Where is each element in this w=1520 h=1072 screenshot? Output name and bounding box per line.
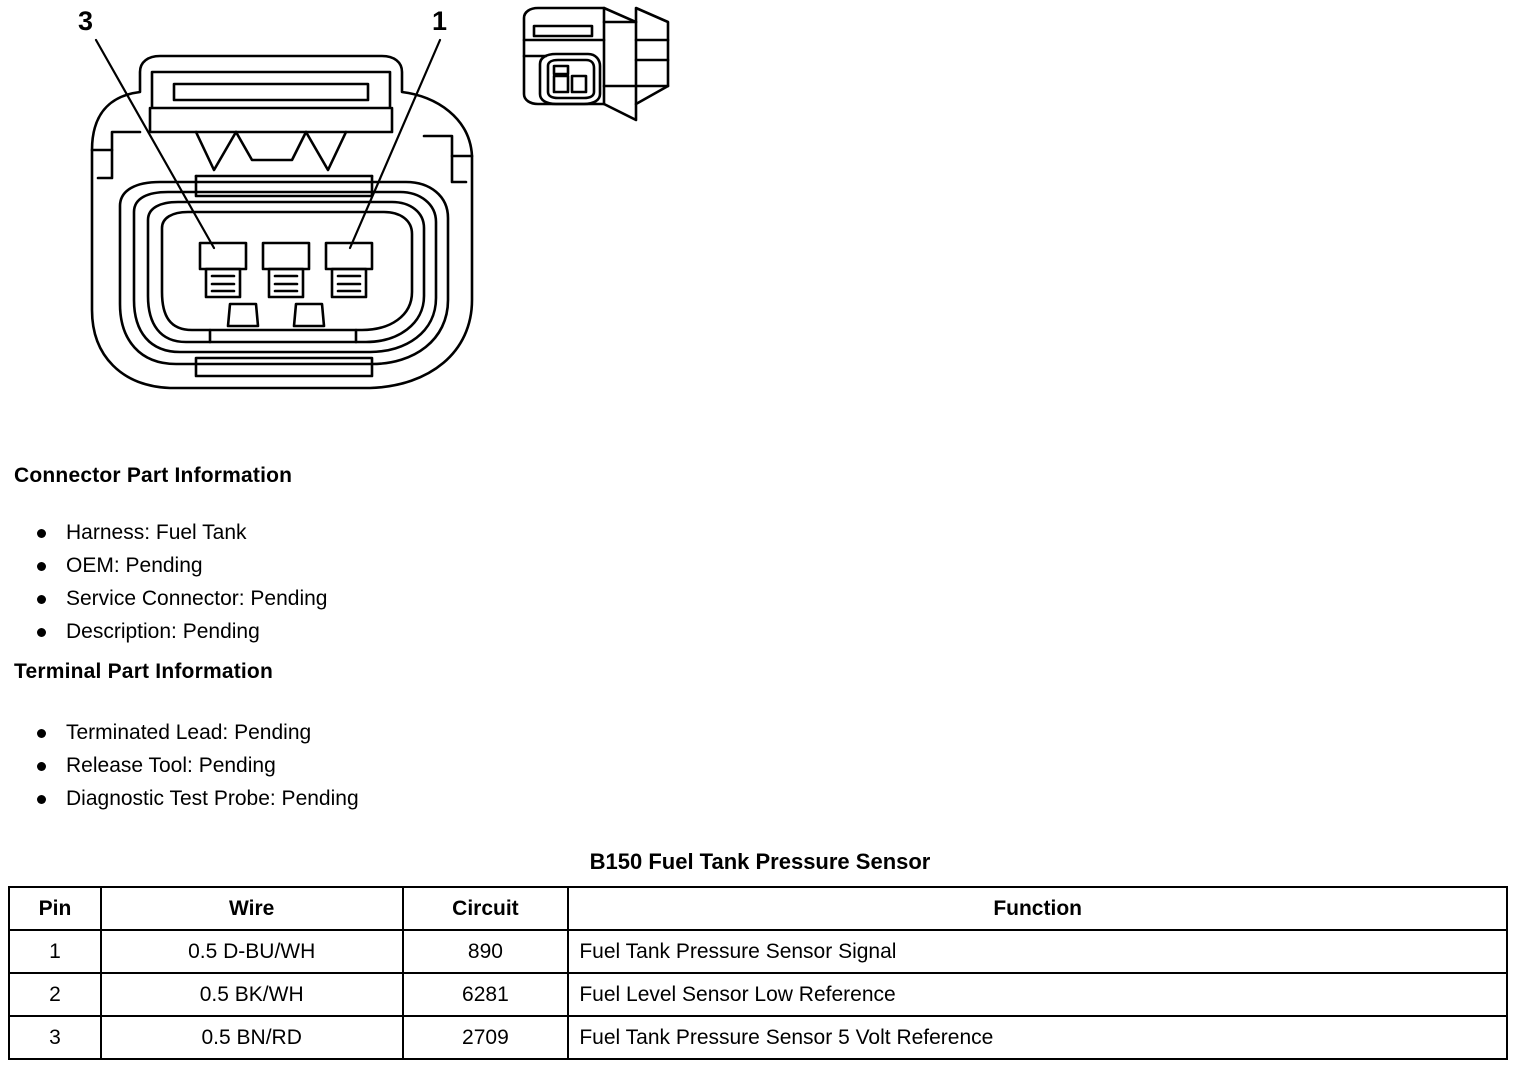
connector-illustration <box>0 0 760 420</box>
column-header-pin: Pin <box>9 887 101 930</box>
cell-wire: 0.5 BK/WH <box>101 973 403 1016</box>
cell-circuit: 6281 <box>403 973 569 1016</box>
cell-wire: 0.5 D-BU/WH <box>101 930 403 973</box>
list-item-label: OEM: Pending <box>66 554 203 577</box>
connector-diagram <box>0 0 1520 450</box>
callout-label-1: 1 <box>432 6 448 36</box>
connector-part-information-heading: Connector Part Information <box>14 464 293 487</box>
list-item-label: Terminated Lead: Pending <box>66 721 312 744</box>
list-item <box>30 716 359 749</box>
table-row <box>9 930 1507 973</box>
list-item-label: Harness: Fuel Tank <box>66 521 247 544</box>
list-item-label: Release Tool: Pending <box>66 754 276 777</box>
terminal-part-information-list <box>30 716 359 815</box>
cell-pin: 1 <box>9 930 101 973</box>
terminal-part-information-heading: Terminal Part Information <box>14 660 273 683</box>
cell-circuit: 2709 <box>403 1016 569 1059</box>
bullet-icon <box>37 562 46 571</box>
bullet-icon <box>37 529 46 538</box>
table-row <box>9 1016 1507 1059</box>
bullet-icon <box>37 729 46 738</box>
column-header-function: Function <box>568 887 1507 930</box>
list-item <box>30 749 359 782</box>
table-header-row <box>9 887 1507 930</box>
cell-function: Fuel Tank Pressure Sensor Signal <box>568 930 1507 973</box>
pin-table <box>8 886 1508 1060</box>
column-header-wire: Wire <box>101 887 403 930</box>
list-item <box>30 516 328 549</box>
column-header-circuit: Circuit <box>403 887 569 930</box>
bullet-icon <box>37 795 46 804</box>
table-row <box>9 973 1507 1016</box>
list-item-label: Description: Pending <box>66 620 260 643</box>
connector-part-information-list <box>30 516 328 648</box>
list-item <box>30 549 328 582</box>
bullet-icon <box>37 628 46 637</box>
cell-function: Fuel Tank Pressure Sensor 5 Volt Reference <box>568 1016 1507 1059</box>
list-item <box>30 782 359 815</box>
list-item-label: Diagnostic Test Probe: Pending <box>66 787 359 810</box>
list-item <box>30 615 328 648</box>
cell-pin: 3 <box>9 1016 101 1059</box>
pin-table-title: B150 Fuel Tank Pressure Sensor <box>589 849 931 874</box>
cell-circuit: 890 <box>403 930 569 973</box>
cell-pin: 2 <box>9 973 101 1016</box>
list-item-label: Service Connector: Pending <box>66 587 328 610</box>
cell-wire: 0.5 BN/RD <box>101 1016 403 1059</box>
list-item <box>30 582 328 615</box>
bullet-icon <box>37 762 46 771</box>
bullet-icon <box>37 595 46 604</box>
callout-label-3: 3 <box>78 6 94 36</box>
cell-function: Fuel Level Sensor Low Reference <box>568 973 1507 1016</box>
